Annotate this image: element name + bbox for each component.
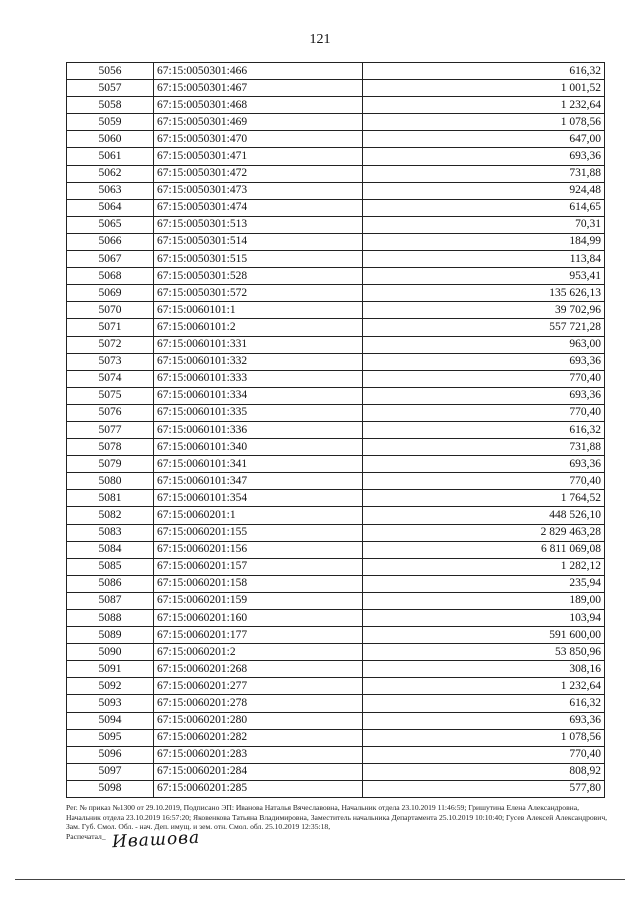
cadastral-value: 1 078,56: [363, 114, 605, 131]
table-row: [67, 353, 605, 370]
cadastral-value: 577,80: [363, 780, 605, 797]
cadastral-value: 693,36: [363, 148, 605, 165]
cadastral-number: 67:15:0060101:335: [154, 404, 363, 421]
table-row: [67, 421, 605, 438]
cadastral-number: 67:15:0060201:2: [154, 644, 363, 661]
cadastral-value: 693,36: [363, 712, 605, 729]
table-row: [67, 80, 605, 97]
row-number: 5069: [67, 285, 154, 302]
cadastral-value: 1 232,64: [363, 678, 605, 695]
cadastral-number: 67:15:0050301:515: [154, 251, 363, 268]
cadastral-number: 67:15:0060201:268: [154, 661, 363, 678]
row-number: 5086: [67, 575, 154, 592]
signature-text: Ивашова: [111, 827, 201, 853]
cadastral-value: 693,36: [363, 456, 605, 473]
cadastral-number: 67:15:0060201:157: [154, 558, 363, 575]
cadastral-number: 67:15:0060101:341: [154, 456, 363, 473]
cadastral-value: 235,94: [363, 575, 605, 592]
page-number: 121: [309, 32, 331, 47]
row-number: 5093: [67, 695, 154, 712]
row-number: 5083: [67, 524, 154, 541]
table-row: [67, 182, 605, 199]
cadastral-value: 808,92: [363, 763, 605, 780]
cadastral-value: 614,65: [363, 199, 605, 216]
cadastral-value: 53 850,96: [363, 644, 605, 661]
cadastral-value: 1 001,52: [363, 80, 605, 97]
cadastral-value: 770,40: [363, 746, 605, 763]
row-number: 5063: [67, 182, 154, 199]
cadastral-number: 67:15:0050301:466: [154, 63, 363, 80]
cadastral-value: 924,48: [363, 182, 605, 199]
table-row: [67, 165, 605, 182]
printed-label: Распечатал_: [66, 831, 106, 841]
cadastral-number: 67:15:0060101:331: [154, 336, 363, 353]
table-row: [67, 63, 605, 80]
table-row: [67, 490, 605, 507]
table-row: [67, 610, 605, 627]
cadastral-number: 67:15:0060201:177: [154, 627, 363, 644]
row-number: 5096: [67, 746, 154, 763]
cadastral-number: 67:15:0050301:473: [154, 182, 363, 199]
cadastral-number: 67:15:0060101:340: [154, 439, 363, 456]
cadastral-number: 67:15:0050301:467: [154, 80, 363, 97]
table-row: [67, 302, 605, 319]
row-number: 5068: [67, 268, 154, 285]
table-row: [67, 746, 605, 763]
table-row: [67, 627, 605, 644]
cadastral-number: 67:15:0060201:285: [154, 780, 363, 797]
cadastral-value: 770,40: [363, 473, 605, 490]
cadastral-number: 67:15:0060201:278: [154, 695, 363, 712]
cadastral-value: 6 811 069,08: [363, 541, 605, 558]
table-row: [67, 592, 605, 609]
table-row: [67, 404, 605, 421]
cadastral-number: 67:15:0060101:2: [154, 319, 363, 336]
cadastral-value: 731,88: [363, 165, 605, 182]
cadastral-value: 731,88: [363, 439, 605, 456]
cadastral-number: 67:15:0060101:336: [154, 421, 363, 438]
cadastral-number: 67:15:0050301:572: [154, 285, 363, 302]
cadastral-number: 67:15:0060201:156: [154, 541, 363, 558]
table-row: [67, 131, 605, 148]
row-number: 5075: [67, 387, 154, 404]
table-row: [67, 268, 605, 285]
cadastral-number: 67:15:0060201:159: [154, 592, 363, 609]
cadastral-number: 67:15:0050301:468: [154, 97, 363, 114]
table-row: [67, 729, 605, 746]
cadastral-number: 67:15:0060101:334: [154, 387, 363, 404]
cadastral-value: 184,99: [363, 233, 605, 250]
cadastral-number: 67:15:0050301:472: [154, 165, 363, 182]
cadastral-value: 1 078,56: [363, 729, 605, 746]
cadastral-value: 2 829 463,28: [363, 524, 605, 541]
table-row: [67, 575, 605, 592]
row-number: 5094: [67, 712, 154, 729]
row-number: 5098: [67, 780, 154, 797]
handwritten-signature: [112, 828, 201, 853]
cadastral-value: 113,84: [363, 251, 605, 268]
row-number: 5097: [67, 763, 154, 780]
table-row: [67, 507, 605, 524]
table-body: [67, 63, 605, 798]
cadastral-number: 67:15:0060201:277: [154, 678, 363, 695]
row-number: 5076: [67, 404, 154, 421]
cadastral-number: 67:15:0060201:283: [154, 746, 363, 763]
bottom-divider: [15, 879, 625, 880]
table-row: [67, 370, 605, 387]
row-number: 5077: [67, 421, 154, 438]
table-row: [67, 780, 605, 797]
row-number: 5074: [67, 370, 154, 387]
table-row: [67, 336, 605, 353]
row-number: 5064: [67, 199, 154, 216]
row-number: 5061: [67, 148, 154, 165]
row-number: 5073: [67, 353, 154, 370]
registration-text: Рег. № приказ №1300 от 29.10.2019, Подписано ЭП: Иванова Наталья Вячеславовна, Начальник отдела 23.10.2019 11:46:59; Гришутина Елена Александровна, Начальник отдела 23.10.2019 16:57:20; Яковенкова Татьяна Владимировна, Заместитель начальника Департамента 25.10.2019 10:10:40; Гусев Алексей Александрович, Зам. Губ. Смол. Обл. - нач. Деп. имущ. и зем. отн. Смол. обл. 25.10.2019 12:35:18,: [66, 803, 608, 832]
table-row: [67, 251, 605, 268]
cadastral-value: 963,00: [363, 336, 605, 353]
table-row: [67, 678, 605, 695]
cadastral-number: 67:15:0050301:528: [154, 268, 363, 285]
cadastral-value: 616,32: [363, 63, 605, 80]
table-row: [67, 114, 605, 131]
cadastral-value: 1 282,12: [363, 558, 605, 575]
row-number: 5095: [67, 729, 154, 746]
row-number: 5066: [67, 233, 154, 250]
cadastral-number: 67:15:0060101:333: [154, 370, 363, 387]
cadastral-number: 67:15:0050301:469: [154, 114, 363, 131]
row-number: 5065: [67, 216, 154, 233]
cadastral-number: 67:15:0050301:513: [154, 216, 363, 233]
cadastral-number: 67:15:0060101:354: [154, 490, 363, 507]
cadastral-value: 693,36: [363, 387, 605, 404]
cadastral-value: 953,41: [363, 268, 605, 285]
row-number: 5057: [67, 80, 154, 97]
row-number: 5067: [67, 251, 154, 268]
cadastral-number: 67:15:0050301:514: [154, 233, 363, 250]
row-number: 5088: [67, 610, 154, 627]
table-row: [67, 541, 605, 558]
cadastral-value: 1 764,52: [363, 490, 605, 507]
cadastral-value: 557 721,28: [363, 319, 605, 336]
cadastral-value: 448 526,10: [363, 507, 605, 524]
row-number: 5078: [67, 439, 154, 456]
cadastral-value: 647,00: [363, 131, 605, 148]
row-number: 5062: [67, 165, 154, 182]
row-number: 5091: [67, 661, 154, 678]
cadastral-value: 770,40: [363, 370, 605, 387]
cadastral-value: 135 626,13: [363, 285, 605, 302]
cadastral-number: 67:15:0060201:284: [154, 763, 363, 780]
cadastral-value: 308,16: [363, 661, 605, 678]
table-row: [67, 319, 605, 336]
table-row: [67, 285, 605, 302]
cadastral-value: 70,31: [363, 216, 605, 233]
cadastral-value: 770,40: [363, 404, 605, 421]
cadastral-number: 67:15:0060201:155: [154, 524, 363, 541]
row-number: 5072: [67, 336, 154, 353]
cadastral-value: 39 702,96: [363, 302, 605, 319]
cadastral-value: 189,00: [363, 592, 605, 609]
cadastral-number: 67:15:0050301:470: [154, 131, 363, 148]
table-row: [67, 387, 605, 404]
row-number: 5090: [67, 644, 154, 661]
cadastral-number: 67:15:0060201:160: [154, 610, 363, 627]
cadastral-number: 67:15:0060201:280: [154, 712, 363, 729]
table-row: [67, 524, 605, 541]
table-row: [67, 712, 605, 729]
row-number: 5089: [67, 627, 154, 644]
cadastral-value: 616,32: [363, 421, 605, 438]
row-number: 5071: [67, 319, 154, 336]
row-number: 5084: [67, 541, 154, 558]
cadastral-value: 1 232,64: [363, 97, 605, 114]
table-row: [67, 148, 605, 165]
cadastral-number: 67:15:0060201:158: [154, 575, 363, 592]
table-row: [67, 97, 605, 114]
table-row: [67, 695, 605, 712]
table-row: [67, 763, 605, 780]
cadastral-number: 67:15:0050301:471: [154, 148, 363, 165]
cadastral-value: 591 600,00: [363, 627, 605, 644]
cadastral-value-table: [66, 62, 605, 798]
row-number: 5056: [67, 63, 154, 80]
row-number: 5058: [67, 97, 154, 114]
table-row: [67, 456, 605, 473]
row-number: 5081: [67, 490, 154, 507]
table-row: [67, 216, 605, 233]
cadastral-value: 103,94: [363, 610, 605, 627]
row-number: 5080: [67, 473, 154, 490]
cadastral-value: 693,36: [363, 353, 605, 370]
table-row: [67, 473, 605, 490]
table-row: [67, 661, 605, 678]
row-number: 5079: [67, 456, 154, 473]
cadastral-value: 616,32: [363, 695, 605, 712]
cadastral-number: 67:15:0060201:1: [154, 507, 363, 524]
cadastral-number: 67:15:0060101:347: [154, 473, 363, 490]
row-number: 5092: [67, 678, 154, 695]
row-number: 5060: [67, 131, 154, 148]
row-number: 5087: [67, 592, 154, 609]
row-number: 5070: [67, 302, 154, 319]
cadastral-number: 67:15:0060101:1: [154, 302, 363, 319]
table-row: [67, 644, 605, 661]
table-row: [67, 199, 605, 216]
cadastral-number: 67:15:0050301:474: [154, 199, 363, 216]
table-row: [67, 558, 605, 575]
row-number: 5059: [67, 114, 154, 131]
row-number: 5085: [67, 558, 154, 575]
table-row: [67, 439, 605, 456]
cadastral-number: 67:15:0060201:282: [154, 729, 363, 746]
table-row: [67, 233, 605, 250]
row-number: 5082: [67, 507, 154, 524]
cadastral-number: 67:15:0060101:332: [154, 353, 363, 370]
